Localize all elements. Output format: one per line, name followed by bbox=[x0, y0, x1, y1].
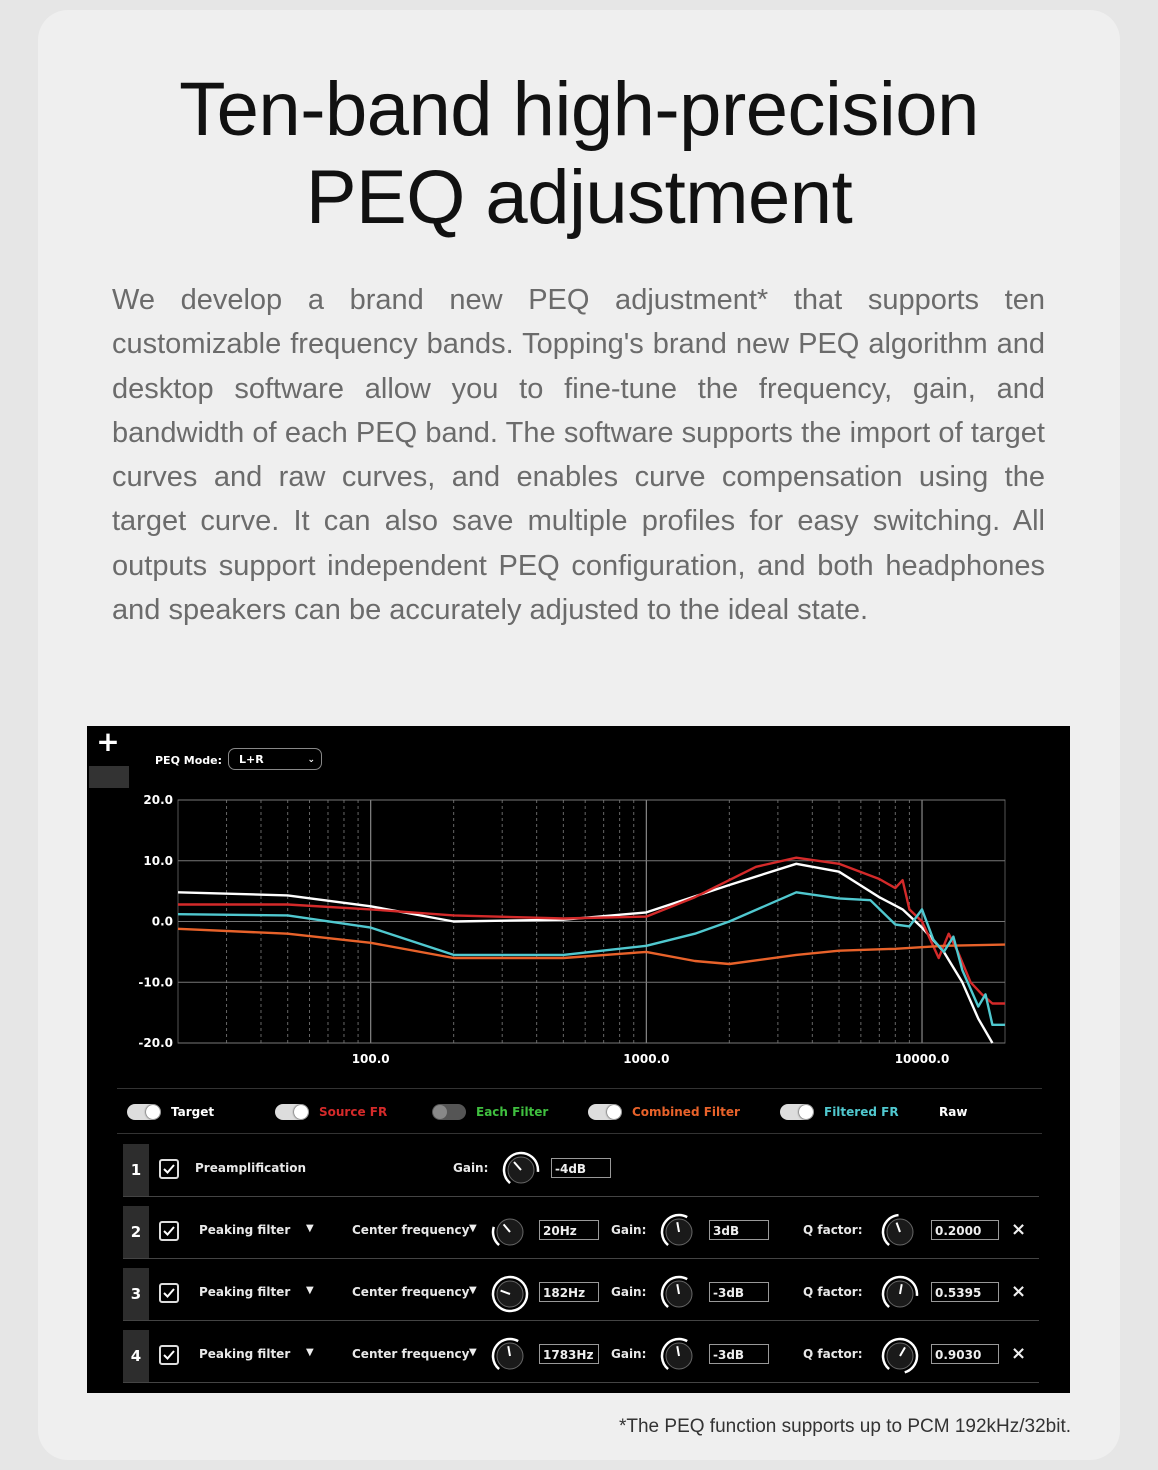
row-number: 2 bbox=[123, 1206, 149, 1258]
q-factor-field[interactable]: 0.5395 bbox=[931, 1282, 999, 1302]
filter-row bbox=[123, 1330, 1039, 1383]
filter-enable-checkbox[interactable] bbox=[159, 1221, 179, 1241]
legend-item[interactable] bbox=[275, 1103, 387, 1121]
row-number: 3 bbox=[123, 1268, 149, 1320]
toggle-knob bbox=[294, 1105, 308, 1119]
center-frequency-knob[interactable] bbox=[491, 1213, 529, 1251]
legend-item[interactable] bbox=[588, 1103, 740, 1121]
filter-type-select[interactable]: Peaking filter bbox=[199, 1223, 291, 1237]
center-frequency-field[interactable]: 182Hz bbox=[539, 1282, 599, 1302]
filter-gain-knob[interactable] bbox=[660, 1213, 698, 1251]
center-frequency-select[interactable]: Center frequency bbox=[352, 1285, 470, 1299]
toggle-knob bbox=[433, 1105, 447, 1119]
description-text: We develop a brand new PEQ adjustment* that supports ten customizable frequency bands. Topping's brand new PEQ algorithm and desktop software allow you to fine-tune the frequency, gain, and bandwidth of each PEQ band. The software supports the import of target curves and raw curves, and enables curve compensation using the target curve. It can also save multiple profiles for easy switching. All outputs support independent PEQ configuration, and both headphones and speakers can be accurately adjusted to the ideal state. bbox=[112, 284, 1045, 627]
filter-gain-field[interactable]: 3dB bbox=[709, 1220, 769, 1240]
filter-row bbox=[123, 1206, 1039, 1259]
legend-label: Raw bbox=[939, 1105, 968, 1119]
x-tick-label: 10000.0 bbox=[894, 1052, 950, 1066]
add-icon[interactable]: + bbox=[87, 726, 129, 762]
center-frequency-field[interactable]: 20Hz bbox=[539, 1220, 599, 1240]
footnote: *The PEQ function supports up to PCM 192kHz/32bit. bbox=[618, 1416, 1071, 1437]
preamp-row bbox=[123, 1144, 1039, 1197]
peq-app-window bbox=[87, 726, 1070, 1393]
y-tick-label: 20.0 bbox=[143, 793, 173, 807]
center-frequency-knob[interactable] bbox=[491, 1275, 529, 1313]
checkmark-icon bbox=[162, 1224, 176, 1238]
filter-gain-label: Gain: bbox=[611, 1285, 647, 1299]
frequency-response-chart bbox=[87, 786, 1070, 1086]
preamp-enable-checkbox[interactable] bbox=[159, 1159, 179, 1179]
preamp-gain-field[interactable]: -4dB bbox=[551, 1158, 611, 1178]
preamp-label: Preamplification bbox=[195, 1161, 307, 1175]
filter-type-select[interactable]: Peaking filter bbox=[199, 1285, 291, 1299]
y-tick-label: 0.0 bbox=[151, 914, 173, 929]
filter-type-dropdown-icon[interactable]: ▼ bbox=[306, 1223, 314, 1234]
center-frequency-dropdown-icon[interactable]: ▼ bbox=[469, 1223, 477, 1234]
q-factor-knob[interactable] bbox=[881, 1275, 919, 1313]
preamp-gain-label: Gain: bbox=[453, 1161, 489, 1175]
y-tick-label: -10.0 bbox=[138, 975, 173, 990]
center-frequency-dropdown-icon[interactable]: ▼ bbox=[469, 1347, 477, 1358]
remove-filter-button[interactable]: × bbox=[1011, 1281, 1027, 1302]
sidebar-tab[interactable] bbox=[89, 766, 129, 788]
preamp-gain-knob[interactable] bbox=[502, 1151, 540, 1189]
legend-item[interactable] bbox=[432, 1103, 548, 1121]
center-frequency-field[interactable]: 1783Hz bbox=[539, 1344, 599, 1364]
q-factor-label: Q factor: bbox=[803, 1347, 863, 1361]
toggle-knob bbox=[146, 1105, 160, 1119]
filter-enable-checkbox[interactable] bbox=[159, 1345, 179, 1365]
center-frequency-knob[interactable] bbox=[491, 1337, 529, 1375]
checkmark-icon bbox=[162, 1162, 176, 1176]
chevron-down-icon: ⌄ bbox=[307, 755, 315, 765]
legend-label: Filtered FR bbox=[824, 1105, 899, 1119]
filter-gain-label: Gain: bbox=[611, 1347, 647, 1361]
center-frequency-select[interactable]: Center frequency bbox=[352, 1223, 470, 1237]
filter-type-dropdown-icon[interactable]: ▼ bbox=[306, 1285, 314, 1296]
legend-item[interactable] bbox=[127, 1103, 214, 1121]
filter-type-dropdown-icon[interactable]: ▼ bbox=[306, 1347, 314, 1358]
q-factor-field[interactable]: 0.2000 bbox=[931, 1220, 999, 1240]
legend-label: Combined Filter bbox=[632, 1105, 740, 1119]
legend-toggle[interactable] bbox=[127, 1104, 161, 1120]
legend-toggle[interactable] bbox=[432, 1104, 466, 1120]
legend-label: Source FR bbox=[319, 1105, 388, 1119]
page-title bbox=[0, 66, 1158, 242]
x-tick-label: 100.0 bbox=[351, 1052, 390, 1066]
checkmark-icon bbox=[162, 1286, 176, 1300]
row-number: 1 bbox=[123, 1144, 149, 1196]
title-line-1: Ten-band high-precision bbox=[179, 67, 979, 152]
center-frequency-dropdown-icon[interactable]: ▼ bbox=[469, 1285, 477, 1296]
legend-item[interactable] bbox=[939, 1103, 967, 1121]
q-factor-field[interactable]: 0.9030 bbox=[931, 1344, 999, 1364]
peq-mode-select[interactable] bbox=[228, 748, 322, 770]
remove-filter-button[interactable]: × bbox=[1011, 1343, 1027, 1364]
toggle-knob bbox=[799, 1105, 813, 1119]
q-factor-knob[interactable] bbox=[881, 1337, 919, 1375]
legend-bar bbox=[117, 1088, 1042, 1134]
row-number: 4 bbox=[123, 1330, 149, 1382]
q-factor-label: Q factor: bbox=[803, 1223, 863, 1237]
legend-toggle[interactable] bbox=[780, 1104, 814, 1120]
checkmark-icon bbox=[162, 1348, 176, 1362]
y-tick-label: -20.0 bbox=[138, 1036, 173, 1050]
legend-item[interactable] bbox=[780, 1103, 899, 1121]
legend-toggle[interactable] bbox=[588, 1104, 622, 1120]
legend-toggle[interactable] bbox=[275, 1104, 309, 1120]
toggle-knob bbox=[607, 1105, 621, 1119]
title-line-2: PEQ adjustment bbox=[305, 155, 853, 240]
filter-gain-field[interactable]: -3dB bbox=[709, 1282, 769, 1302]
legend-label: Each Filter bbox=[476, 1105, 549, 1119]
filter-gain-knob[interactable] bbox=[660, 1275, 698, 1313]
series-line-combined-filter bbox=[178, 929, 1005, 964]
y-tick-label: 10.0 bbox=[143, 853, 173, 868]
x-tick-label: 1000.0 bbox=[623, 1052, 670, 1066]
filter-gain-field[interactable]: -3dB bbox=[709, 1344, 769, 1364]
q-factor-knob[interactable] bbox=[881, 1213, 919, 1251]
series-line-source-fr bbox=[178, 858, 1005, 1004]
filter-enable-checkbox[interactable] bbox=[159, 1283, 179, 1303]
remove-filter-button[interactable]: × bbox=[1011, 1219, 1027, 1240]
filter-row bbox=[123, 1268, 1039, 1321]
filter-gain-label: Gain: bbox=[611, 1223, 647, 1237]
center-frequency-select[interactable]: Center frequency bbox=[352, 1347, 470, 1361]
legend-label: Target bbox=[171, 1105, 215, 1119]
peq-mode-value: L+R bbox=[239, 753, 264, 766]
q-factor-label: Q factor: bbox=[803, 1285, 863, 1299]
filter-type-select[interactable]: Peaking filter bbox=[199, 1347, 291, 1361]
filter-gain-knob[interactable] bbox=[660, 1337, 698, 1375]
series-line-filtered-fr bbox=[178, 892, 1005, 1025]
peq-mode-label: PEQ Mode: bbox=[155, 754, 222, 767]
